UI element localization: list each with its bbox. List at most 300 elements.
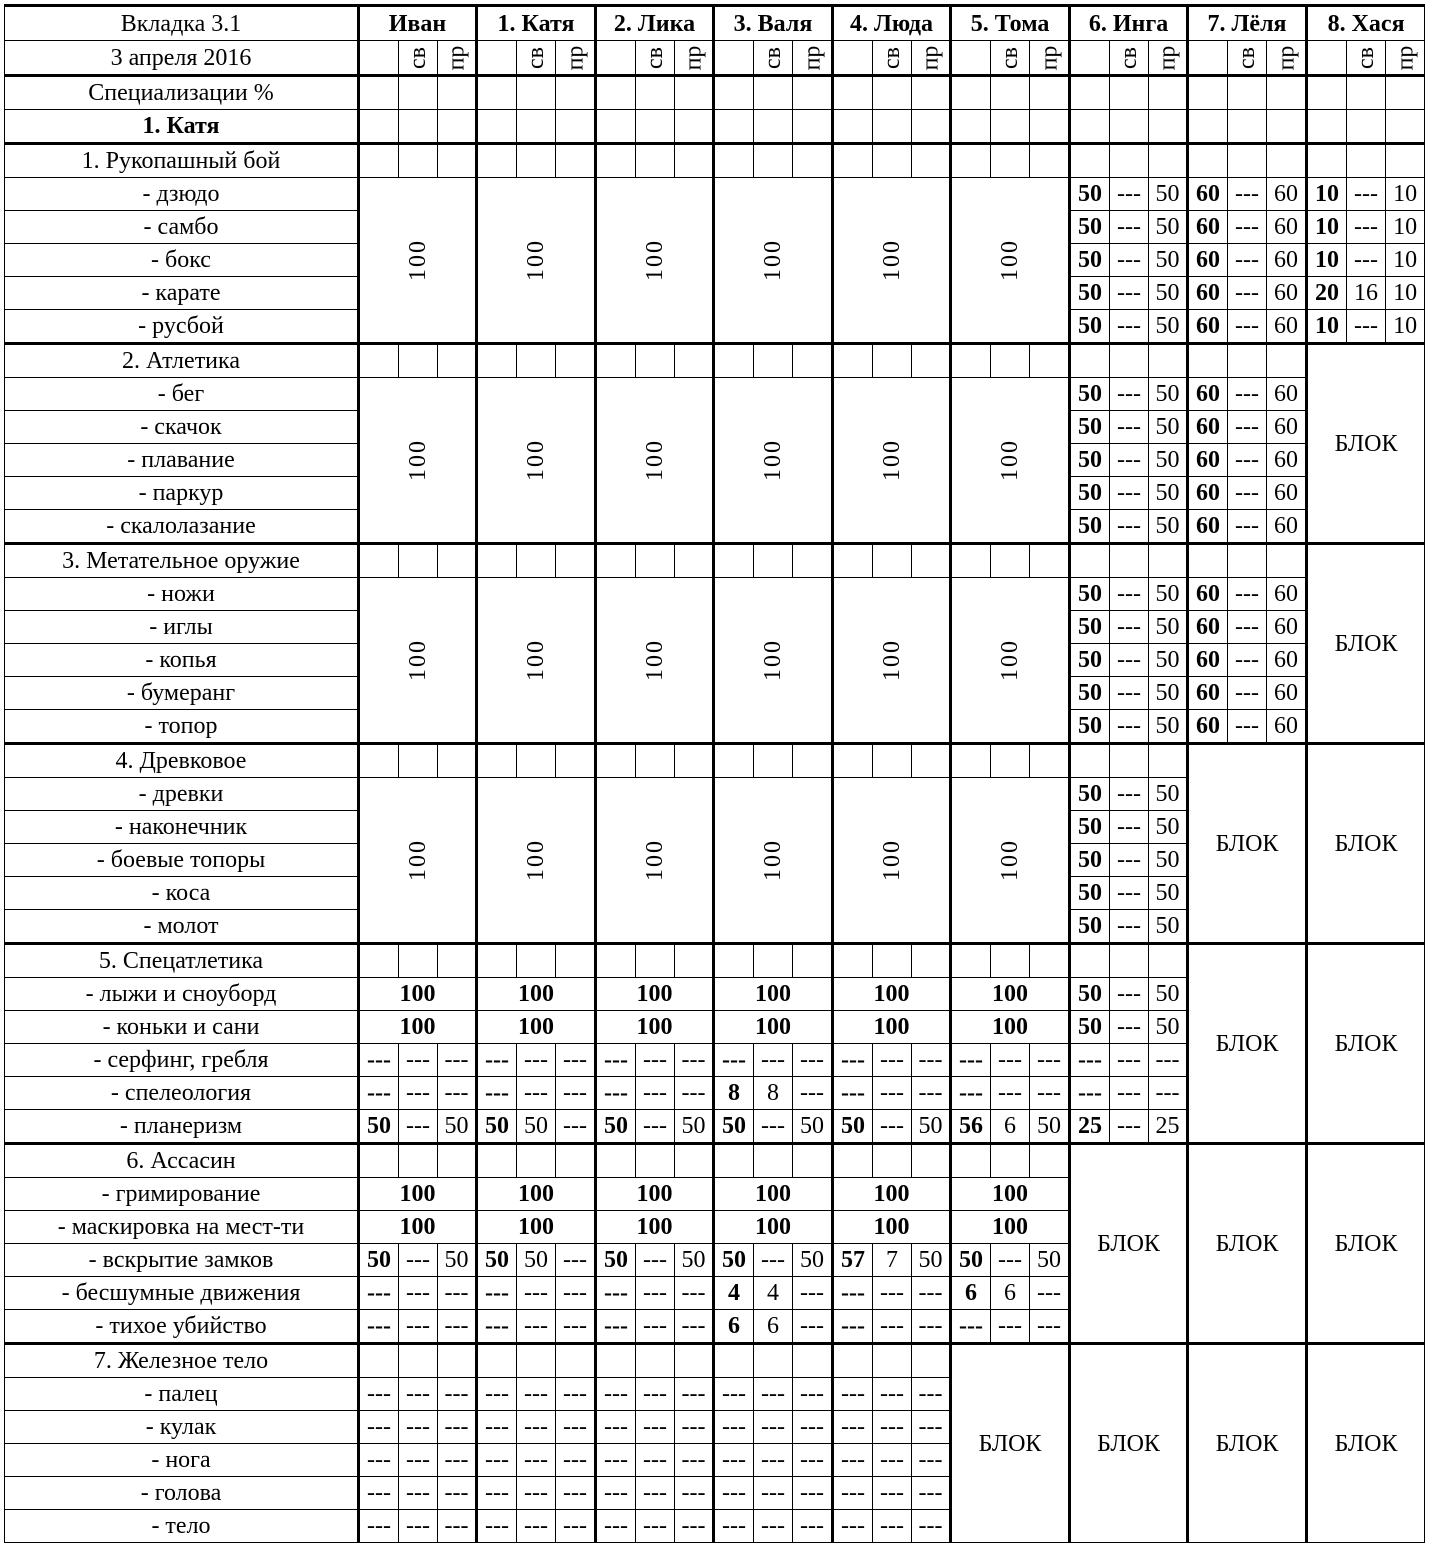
empty-cell — [1267, 544, 1307, 578]
empty-cell — [438, 76, 477, 110]
sub-pr: пр — [1030, 41, 1070, 76]
value-cell: 50 — [1149, 978, 1188, 1011]
empty-cell — [556, 76, 596, 110]
empty-cell — [912, 144, 951, 178]
hundred-block: 100 — [951, 178, 1070, 344]
value-cell: 10 — [1307, 211, 1347, 244]
empty-cell — [1149, 344, 1188, 378]
empty-cell — [951, 76, 991, 110]
empty-cell — [1188, 76, 1228, 110]
hundred-block: 100 — [951, 578, 1070, 744]
empty-cell — [477, 544, 517, 578]
value-cell: 50 — [1070, 310, 1110, 344]
value-cell: --- — [873, 1411, 912, 1444]
skill-row — [5, 578, 1425, 611]
empty-cell — [714, 1344, 754, 1378]
empty-cell — [714, 744, 754, 778]
blok-cell: БЛОК — [1188, 1344, 1307, 1543]
value-cell: --- — [556, 1310, 596, 1344]
empty-cell — [833, 110, 873, 144]
value-cell: --- — [556, 1277, 596, 1310]
sub-pr: пр — [556, 41, 596, 76]
empty-cell — [1307, 110, 1347, 144]
empty-cell — [477, 344, 517, 378]
value-cell: --- — [359, 1477, 399, 1510]
skill-label: - кулак — [5, 1411, 359, 1444]
value-cell: --- — [517, 1378, 556, 1411]
value-cell: 50 — [1149, 611, 1188, 644]
value-cell: --- — [793, 1077, 833, 1110]
empty-cell — [359, 1344, 399, 1378]
empty-cell — [754, 76, 793, 110]
value-cell: --- — [596, 1077, 636, 1110]
empty-cell — [675, 344, 714, 378]
empty-cell — [951, 110, 991, 144]
skill-label: - голова — [5, 1477, 359, 1510]
empty-cell — [1030, 744, 1070, 778]
value-cell: --- — [438, 1277, 477, 1310]
empty-cell — [517, 144, 556, 178]
value-cell: 100 — [951, 978, 1070, 1011]
empty-cell — [359, 944, 399, 978]
skill-label: - молот — [5, 910, 359, 944]
value-cell: 6 — [951, 1277, 991, 1310]
value-cell: 16 — [1347, 277, 1386, 310]
value-cell: --- — [754, 1044, 793, 1077]
empty-cell — [793, 76, 833, 110]
skill-row — [5, 378, 1425, 411]
hundred-block: 100 — [833, 178, 951, 344]
empty-cell — [399, 76, 438, 110]
skill-label: - серфинг, гребля — [5, 1044, 359, 1077]
skill-label: - скалолазание — [5, 510, 359, 544]
empty-cell — [399, 144, 438, 178]
blok-cell: БЛОК — [951, 1344, 1070, 1543]
value-cell: 50 — [1149, 378, 1188, 411]
value-cell: 100 — [359, 1211, 477, 1244]
empty-cell — [477, 144, 517, 178]
empty-cell — [517, 76, 556, 110]
sub-pr: пр — [1386, 41, 1425, 76]
empty-cell — [438, 544, 477, 578]
empty-cell — [675, 1344, 714, 1378]
value-cell: --- — [596, 1310, 636, 1344]
value-cell: --- — [675, 1077, 714, 1110]
value-cell: --- — [636, 1378, 675, 1411]
empty-cell — [912, 110, 951, 144]
section-title-row — [5, 1344, 1425, 1378]
value-cell: 60 — [1188, 611, 1228, 644]
empty-cell — [873, 944, 912, 978]
empty-cell — [399, 344, 438, 378]
value-cell: --- — [754, 1444, 793, 1477]
skill-label: - гримирование — [5, 1178, 359, 1211]
empty-cell — [1149, 144, 1188, 178]
value-cell: --- — [517, 1510, 556, 1543]
value-cell: --- — [1110, 778, 1149, 811]
value-cell: --- — [833, 1378, 873, 1411]
value-cell: --- — [596, 1444, 636, 1477]
value-cell: 100 — [714, 1178, 833, 1211]
empty-cell — [873, 144, 912, 178]
empty-cell — [438, 1144, 477, 1178]
value-cell: --- — [1110, 844, 1149, 877]
hundred-block: 100 — [477, 378, 596, 544]
empty-cell — [517, 1144, 556, 1178]
hundred-block: 100 — [596, 378, 714, 544]
empty-cell — [675, 110, 714, 144]
empty-cell — [714, 344, 754, 378]
value-cell: --- — [636, 1411, 675, 1444]
empty-cell — [754, 344, 793, 378]
value-cell: 50 — [1149, 444, 1188, 477]
value-cell: 60 — [1267, 510, 1307, 544]
empty-cell — [793, 144, 833, 178]
empty-cell — [596, 344, 636, 378]
value-cell: --- — [1228, 710, 1267, 744]
value-cell: --- — [477, 1310, 517, 1344]
value-cell: --- — [833, 1077, 873, 1110]
empty-cell — [1030, 1144, 1070, 1178]
empty-cell — [793, 344, 833, 378]
value-cell: --- — [596, 1378, 636, 1411]
value-cell: 60 — [1188, 477, 1228, 510]
empty-cell — [1030, 110, 1070, 144]
value-cell: --- — [1030, 1277, 1070, 1310]
value-cell: --- — [636, 1444, 675, 1477]
value-cell: 50 — [1070, 578, 1110, 611]
hundred-block: 100 — [359, 178, 477, 344]
value-cell: --- — [833, 1510, 873, 1543]
value-cell: --- — [477, 1411, 517, 1444]
empty-cell — [1149, 110, 1188, 144]
value-cell: --- — [359, 1411, 399, 1444]
empty-cell — [556, 944, 596, 978]
value-cell: --- — [438, 1310, 477, 1344]
value-cell: 50 — [951, 1244, 991, 1277]
section-title: 7. Железное тело — [5, 1344, 359, 1378]
empty-cell — [1070, 944, 1110, 978]
skill-label: - маскировка на мест-ти — [5, 1211, 359, 1244]
skill-label: - русбой — [5, 310, 359, 344]
value-cell: 100 — [951, 1178, 1070, 1211]
empty-cell — [754, 110, 793, 144]
value-cell: --- — [1110, 178, 1149, 211]
value-cell: 6 — [991, 1277, 1030, 1310]
value-cell: 50 — [1070, 411, 1110, 444]
value-cell: --- — [833, 1411, 873, 1444]
value-cell: --- — [714, 1411, 754, 1444]
value-cell: --- — [873, 1310, 912, 1344]
value-cell: 60 — [1267, 578, 1307, 611]
value-cell: 50 — [1070, 1011, 1110, 1044]
hundred-block: 100 — [359, 778, 477, 944]
empty-cell — [1188, 544, 1228, 578]
value-cell: --- — [556, 1077, 596, 1110]
sub-sv: св — [1110, 41, 1149, 76]
value-cell: 10 — [1386, 244, 1425, 277]
skill-label: - тихое убийство — [5, 1310, 359, 1344]
empty-cell — [399, 1344, 438, 1378]
value-cell: 50 — [1070, 178, 1110, 211]
empty-cell — [675, 544, 714, 578]
empty-cell — [991, 110, 1030, 144]
empty-cell — [556, 1344, 596, 1378]
empty-cell — [1188, 110, 1228, 144]
value-cell: 50 — [517, 1110, 556, 1144]
value-cell: --- — [1110, 811, 1149, 844]
player-header: 3. Валя — [714, 6, 833, 41]
value-cell: --- — [912, 1477, 951, 1510]
value-cell: --- — [399, 1110, 438, 1144]
value-cell: 10 — [1386, 178, 1425, 211]
empty-cell — [1149, 744, 1188, 778]
value-cell: --- — [675, 1378, 714, 1411]
value-cell: --- — [477, 1044, 517, 1077]
player-header: 6. Инга — [1070, 6, 1188, 41]
empty-cell — [951, 1144, 991, 1178]
value-cell: 50 — [1030, 1110, 1070, 1144]
value-cell: 50 — [714, 1244, 754, 1277]
empty-cell — [1267, 110, 1307, 144]
value-cell: 50 — [1149, 411, 1188, 444]
value-cell: --- — [1110, 1077, 1149, 1110]
blok-cell: БЛОК — [1307, 544, 1425, 744]
value-cell: --- — [517, 1277, 556, 1310]
value-cell: 100 — [833, 1011, 951, 1044]
section-title-row — [5, 144, 1425, 178]
value-cell: --- — [1228, 677, 1267, 710]
empty-cell — [754, 1344, 793, 1378]
value-cell: --- — [636, 1310, 675, 1344]
value-cell: --- — [1110, 978, 1149, 1011]
empty-cell — [636, 110, 675, 144]
value-cell: 60 — [1267, 310, 1307, 344]
value-cell: --- — [517, 1044, 556, 1077]
value-cell: --- — [1228, 277, 1267, 310]
hundred-block: 100 — [596, 578, 714, 744]
empty-cell — [1228, 144, 1267, 178]
value-cell: --- — [636, 1110, 675, 1144]
sub-pr: пр — [793, 41, 833, 76]
hundred-block: 100 — [714, 378, 833, 544]
empty-cell — [675, 1144, 714, 1178]
skill-label: - дзюдо — [5, 178, 359, 211]
section-title: 2. Атлетика — [5, 344, 359, 378]
value-cell: 50 — [1149, 877, 1188, 910]
value-cell: 100 — [477, 1211, 596, 1244]
hundred-block: 100 — [714, 778, 833, 944]
skill-label: - копья — [5, 644, 359, 677]
skill-label: - бесшумные движения — [5, 1277, 359, 1310]
value-cell: 50 — [833, 1110, 873, 1144]
skill-label: - бокс — [5, 244, 359, 277]
value-cell: 50 — [1070, 778, 1110, 811]
value-cell: --- — [1110, 677, 1149, 710]
value-cell: 100 — [951, 1211, 1070, 1244]
empty-cell — [477, 1344, 517, 1378]
empty-cell — [912, 944, 951, 978]
value-cell: 60 — [1188, 510, 1228, 544]
skill-label: - ножи — [5, 578, 359, 611]
value-cell: --- — [359, 1510, 399, 1543]
value-cell: --- — [399, 1378, 438, 1411]
value-cell: 10 — [1386, 277, 1425, 310]
empty-cell — [438, 144, 477, 178]
section-title-row — [5, 744, 1425, 778]
value-cell: --- — [517, 1444, 556, 1477]
value-cell: 60 — [1188, 644, 1228, 677]
empty-cell — [1267, 144, 1307, 178]
value-cell: 50 — [1070, 844, 1110, 877]
value-cell: --- — [399, 1510, 438, 1543]
value-cell: --- — [399, 1444, 438, 1477]
empty-cell — [556, 1144, 596, 1178]
value-cell: --- — [1110, 378, 1149, 411]
sub-total — [359, 41, 399, 76]
value-cell: --- — [477, 1378, 517, 1411]
empty-cell — [636, 144, 675, 178]
empty-cell — [1386, 110, 1425, 144]
empty-cell — [517, 344, 556, 378]
value-cell: 100 — [714, 1011, 833, 1044]
value-cell: --- — [912, 1044, 951, 1077]
value-cell: --- — [1070, 1077, 1110, 1110]
empty-cell — [714, 144, 754, 178]
hundred-block: 100 — [833, 378, 951, 544]
value-cell: --- — [556, 1444, 596, 1477]
hundred-block: 100 — [477, 578, 596, 744]
value-cell: --- — [1110, 1044, 1149, 1077]
value-cell: --- — [991, 1044, 1030, 1077]
empty-cell — [1228, 110, 1267, 144]
empty-cell — [1110, 544, 1149, 578]
empty-cell — [359, 1144, 399, 1178]
value-cell: --- — [596, 1477, 636, 1510]
value-cell: 50 — [714, 1110, 754, 1144]
value-cell: --- — [1110, 1011, 1149, 1044]
skill-label: - скачок — [5, 411, 359, 444]
value-cell: --- — [438, 1378, 477, 1411]
empty-cell — [873, 1144, 912, 1178]
value-cell: --- — [556, 1110, 596, 1144]
empty-cell — [1110, 144, 1149, 178]
value-cell: --- — [438, 1510, 477, 1543]
value-cell: --- — [438, 1411, 477, 1444]
skill-label: - палец — [5, 1378, 359, 1411]
value-cell: 60 — [1188, 677, 1228, 710]
skill-label: - бумеранг — [5, 677, 359, 710]
value-cell: 50 — [912, 1110, 951, 1144]
empty-cell — [359, 110, 399, 144]
value-cell: 60 — [1188, 710, 1228, 744]
value-cell: --- — [714, 1044, 754, 1077]
value-cell: --- — [636, 1077, 675, 1110]
empty-cell — [951, 144, 991, 178]
sub-pr: пр — [675, 41, 714, 76]
value-cell: 100 — [833, 1178, 951, 1211]
player-header: 5. Тома — [951, 6, 1070, 41]
value-cell: --- — [1070, 1044, 1110, 1077]
value-cell: --- — [912, 1310, 951, 1344]
empty-cell — [912, 744, 951, 778]
empty-cell — [714, 76, 754, 110]
value-cell: --- — [991, 1077, 1030, 1110]
info-row — [5, 76, 1425, 110]
empty-cell — [754, 944, 793, 978]
value-cell: 25 — [1070, 1110, 1110, 1144]
value-cell: --- — [714, 1378, 754, 1411]
empty-cell — [1149, 544, 1188, 578]
blok-cell: БЛОК — [1188, 944, 1307, 1144]
value-cell: 60 — [1267, 677, 1307, 710]
section-title: 5. Спецатлетика — [5, 944, 359, 978]
value-cell: --- — [793, 1277, 833, 1310]
value-cell: 50 — [438, 1110, 477, 1144]
section-title: 6. Ассасин — [5, 1144, 359, 1178]
value-cell: --- — [793, 1510, 833, 1543]
skill-label: - нога — [5, 1444, 359, 1477]
sub-pr: пр — [1149, 41, 1188, 76]
empty-cell — [754, 744, 793, 778]
section-title: 3. Метательное оружие — [5, 544, 359, 578]
value-cell: 50 — [477, 1244, 517, 1277]
empty-cell — [1070, 744, 1110, 778]
empty-cell — [1110, 744, 1149, 778]
value-cell: 10 — [1307, 310, 1347, 344]
empty-cell — [793, 544, 833, 578]
value-cell: 60 — [1267, 644, 1307, 677]
value-cell: --- — [714, 1510, 754, 1543]
skill-label: - планеризм — [5, 1110, 359, 1144]
value-cell: --- — [754, 1477, 793, 1510]
empty-cell — [1188, 144, 1228, 178]
value-cell: --- — [399, 1277, 438, 1310]
tab-title: Вкладка 3.1 — [5, 6, 359, 41]
value-cell: --- — [1110, 211, 1149, 244]
value-cell: --- — [556, 1411, 596, 1444]
value-cell: 60 — [1267, 444, 1307, 477]
value-cell: --- — [1228, 378, 1267, 411]
empty-cell — [1030, 144, 1070, 178]
empty-cell — [556, 344, 596, 378]
empty-cell — [596, 1344, 636, 1378]
empty-cell — [359, 744, 399, 778]
value-cell: --- — [1110, 578, 1149, 611]
value-cell: --- — [793, 1477, 833, 1510]
value-cell: --- — [873, 1110, 912, 1144]
value-cell: --- — [675, 1044, 714, 1077]
value-cell: --- — [675, 1510, 714, 1543]
value-cell: --- — [596, 1510, 636, 1543]
hundred-block: 100 — [359, 578, 477, 744]
value-cell: --- — [793, 1044, 833, 1077]
value-cell: --- — [951, 1044, 991, 1077]
empty-cell — [912, 1144, 951, 1178]
value-cell: --- — [1228, 310, 1267, 344]
value-cell: --- — [1110, 477, 1149, 510]
value-cell: 60 — [1267, 611, 1307, 644]
sub-sv: св — [1228, 41, 1267, 76]
skill-label: - наконечник — [5, 811, 359, 844]
empty-cell — [754, 544, 793, 578]
header-row — [5, 6, 1425, 41]
value-cell: 100 — [833, 1211, 951, 1244]
empty-cell — [675, 76, 714, 110]
value-cell: --- — [833, 1277, 873, 1310]
sub-total — [1307, 41, 1347, 76]
value-cell: --- — [754, 1378, 793, 1411]
